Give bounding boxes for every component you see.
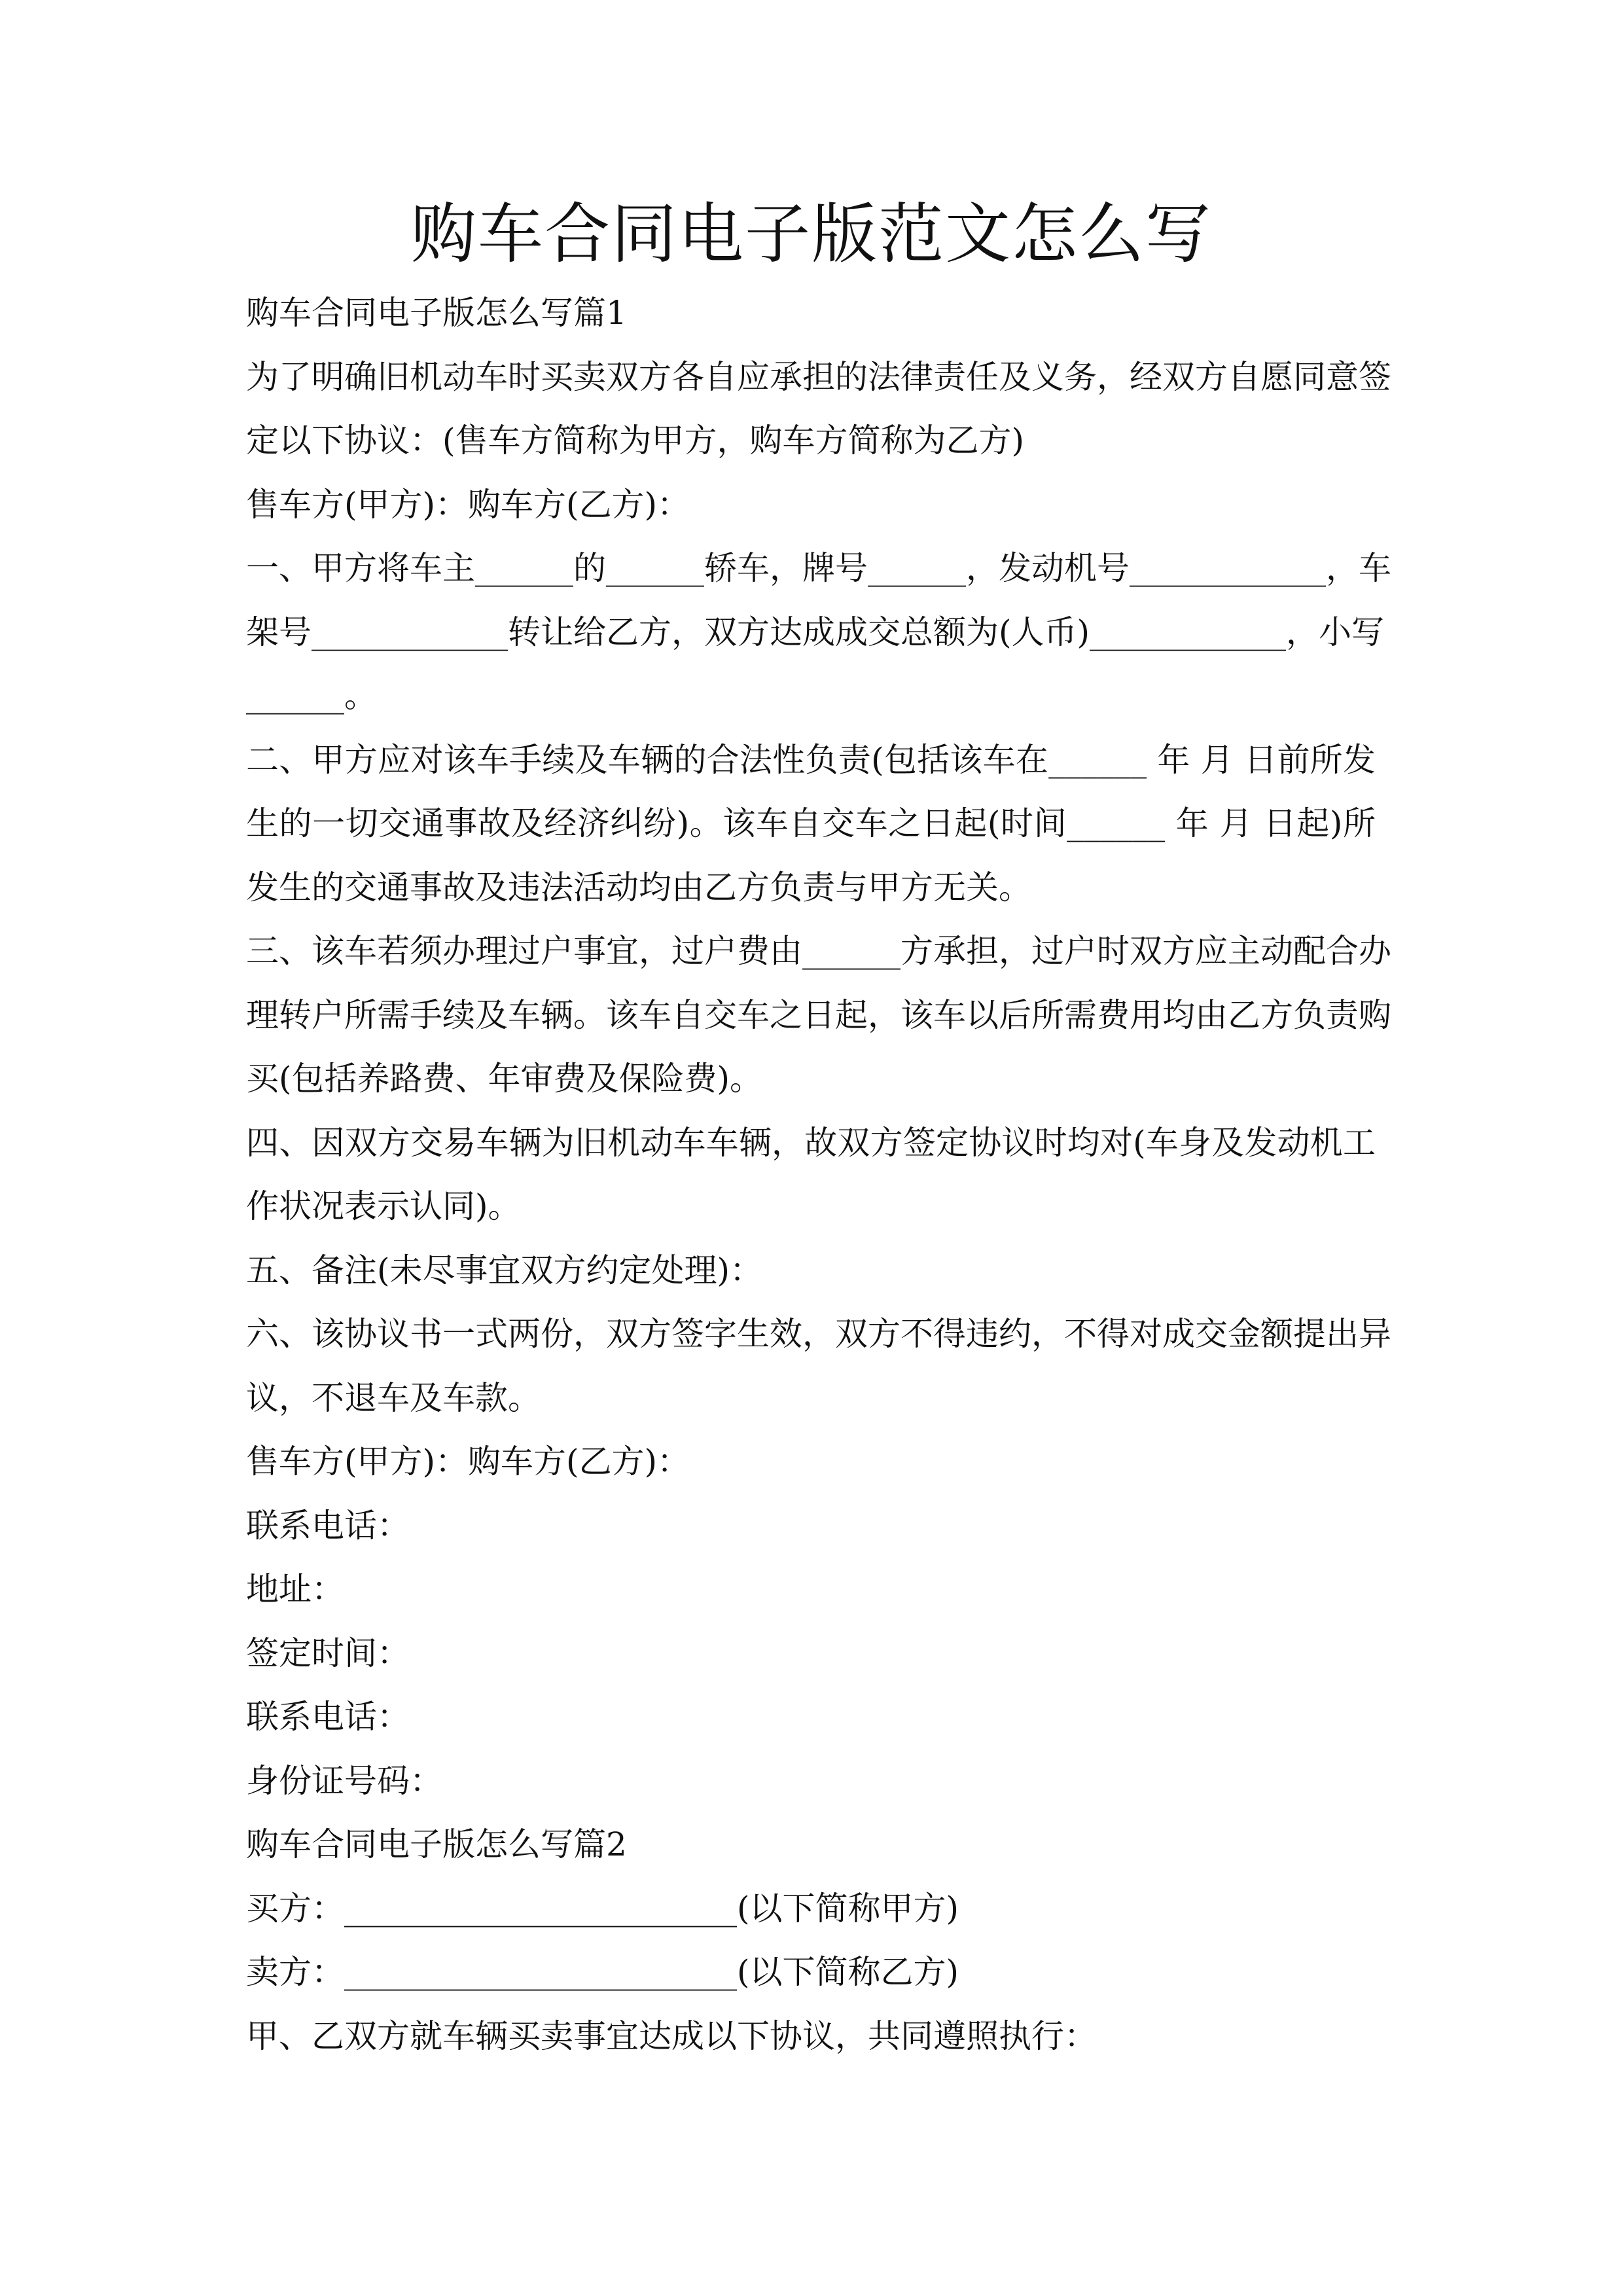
text-line: ______。 bbox=[246, 677, 377, 715]
text-line: 购车合同电子版怎么写篇1 bbox=[246, 294, 627, 332]
text-line: 联系电话： bbox=[246, 1698, 410, 1736]
paragraph bbox=[246, 728, 1376, 920]
text-line: 作状况表示认同)。 bbox=[246, 1187, 521, 1225]
text-line: 定以下协议：(售车方简称为甲方，购车方简称为乙方) bbox=[246, 422, 1025, 459]
paragraph bbox=[246, 1494, 1376, 1558]
paragraph bbox=[246, 1111, 1376, 1239]
text-line: 三、该车若须办理过户事宜，过户费由______方承担，过户时双方应主动配合办 bbox=[246, 932, 1391, 970]
paragraph bbox=[246, 1941, 1376, 2005]
paragraph bbox=[246, 1877, 1376, 1941]
text-line: 五、备注(未尽事宜双方约定处理)： bbox=[246, 1251, 763, 1289]
text-line: 买(包括养路费、年审费及保险费)。 bbox=[246, 1060, 763, 1098]
paragraph bbox=[246, 2005, 1376, 2069]
paragraph bbox=[246, 1749, 1376, 1814]
text-line: 二、甲方应对该车手续及车辆的合法性负责(包括该车在______ 年 月 日前所发 bbox=[246, 740, 1376, 779]
text-line: 发生的交通事故及违法活动均由乙方负责与甲方无关。 bbox=[246, 868, 1031, 906]
paragraph bbox=[246, 1239, 1376, 1303]
paragraph bbox=[246, 1302, 1391, 1430]
text-line: 卖方：________________________(以下简称乙方) bbox=[246, 1953, 959, 1991]
text-line: 购车合同电子版怎么写篇2 bbox=[246, 1825, 627, 1863]
paragraph bbox=[246, 1813, 1376, 1877]
paragraph bbox=[246, 1430, 1376, 1494]
text-line: 联系电话： bbox=[246, 1506, 410, 1545]
paragraph bbox=[246, 281, 1376, 346]
text-line: 身份证号码： bbox=[246, 1761, 442, 1800]
text-line: 甲、乙双方就车辆买卖事宜达成以下协议，共同遵照执行： bbox=[246, 2017, 1097, 2055]
text-line: 一、甲方将车主______的______轿车，牌号______，发动机号____________，车 bbox=[246, 549, 1391, 587]
text-line: 为了明确旧机动车时买卖双方各自应承担的法律责任及义务，经双方自愿同意签 bbox=[246, 357, 1391, 396]
text-line: 售车方(甲方)：购车方(乙方)： bbox=[246, 485, 690, 524]
text-line: 地址： bbox=[246, 1570, 344, 1608]
text-line: 架号____________转让给乙方，双方达成成交总额为(人币)____________，小写 bbox=[246, 613, 1385, 651]
document-title: 购车合同电子版范文怎么写 bbox=[411, 196, 1212, 272]
paragraph bbox=[246, 920, 1391, 1111]
document-body bbox=[246, 281, 1391, 2068]
text-line: 买方：________________________(以下简称甲方) bbox=[246, 1889, 959, 1928]
paragraph bbox=[246, 1685, 1376, 1749]
paragraph bbox=[246, 473, 1376, 537]
text-line: 签定时间： bbox=[246, 1634, 410, 1672]
paragraph bbox=[246, 346, 1391, 473]
text-line: 生的一切交通事故及经济纠纷)。该车自交车之日起(时间______ 年 月 日起)所 bbox=[246, 804, 1376, 842]
paragraph bbox=[246, 537, 1391, 728]
text-line: 六、该协议书一式两份，双方签字生效，双方不得违约，不得对成交金额提出异 bbox=[246, 1315, 1391, 1353]
text-line: 议，不退车及车款。 bbox=[246, 1378, 541, 1417]
text-line: 四、因双方交易车辆为旧机动车车辆，故双方签定协议时均对(车身及发动机工 bbox=[246, 1123, 1376, 1162]
paragraph bbox=[246, 1622, 1376, 1686]
text-line: 理转户所需手续及车辆。该车自交车之日起，该车以后所需费用均由乙方负责购 bbox=[246, 996, 1391, 1034]
text-line: 售车方(甲方)：购车方(乙方)： bbox=[246, 1443, 690, 1480]
paragraph bbox=[246, 1558, 1376, 1622]
